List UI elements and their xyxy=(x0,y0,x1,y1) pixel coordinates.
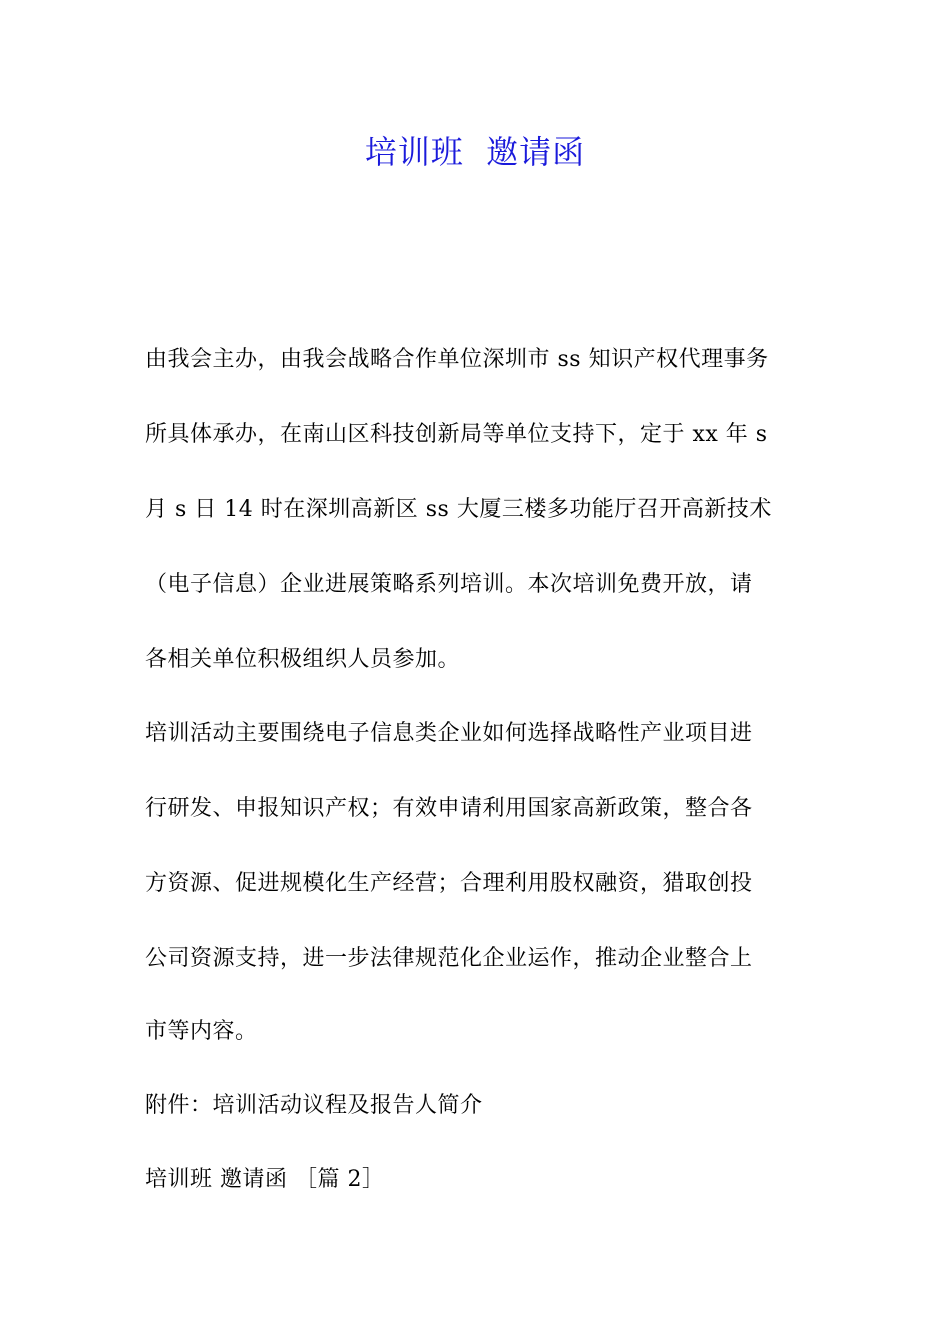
paragraph-2-line-5: 市等内容。 xyxy=(145,1019,258,1044)
paragraph-1-line-3: 月 s 日 14 时在深圳高新区 ss 大厦三楼多功能厅召开高新技术 xyxy=(145,497,772,522)
paragraph-1-line-5: 各相关单位积极组织人员参加。 xyxy=(145,647,461,672)
paragraph-2-line-3: 方资源、促进规模化生产经营；合理利用股权融资，猎取创投 xyxy=(145,871,753,896)
next-section-heading: 培训班 邀请函 ［篇 2］ xyxy=(145,1167,385,1192)
paragraph-2-line-2: 行研发、申报知识产权；有效申请利用国家高新政策，整合各 xyxy=(145,796,753,821)
paragraph-2-line-4: 公司资源支持，进一步法律规范化企业运作，推动企业整合上 xyxy=(145,946,753,971)
paragraph-2-line-1: 培训活动主要围绕电子信息类企业如何选择战略性产业项目进 xyxy=(145,721,753,746)
paragraph-1-line-4: （电子信息）企业进展策略系列培训。本次培训免费开放，请 xyxy=(145,572,753,597)
attachment-note: 附件：培训活动议程及报告人简介 xyxy=(145,1093,483,1118)
paragraph-1-line-2: 所具体承办，在南山区科技创新局等单位支持下，定于 xx 年 s xyxy=(145,422,768,447)
paragraph-1-line-1: 由我会主办，由我会战略合作单位深圳市 ss 知识产权代理事务 xyxy=(145,347,769,372)
document-title: 培训班 邀请函 xyxy=(364,133,586,171)
